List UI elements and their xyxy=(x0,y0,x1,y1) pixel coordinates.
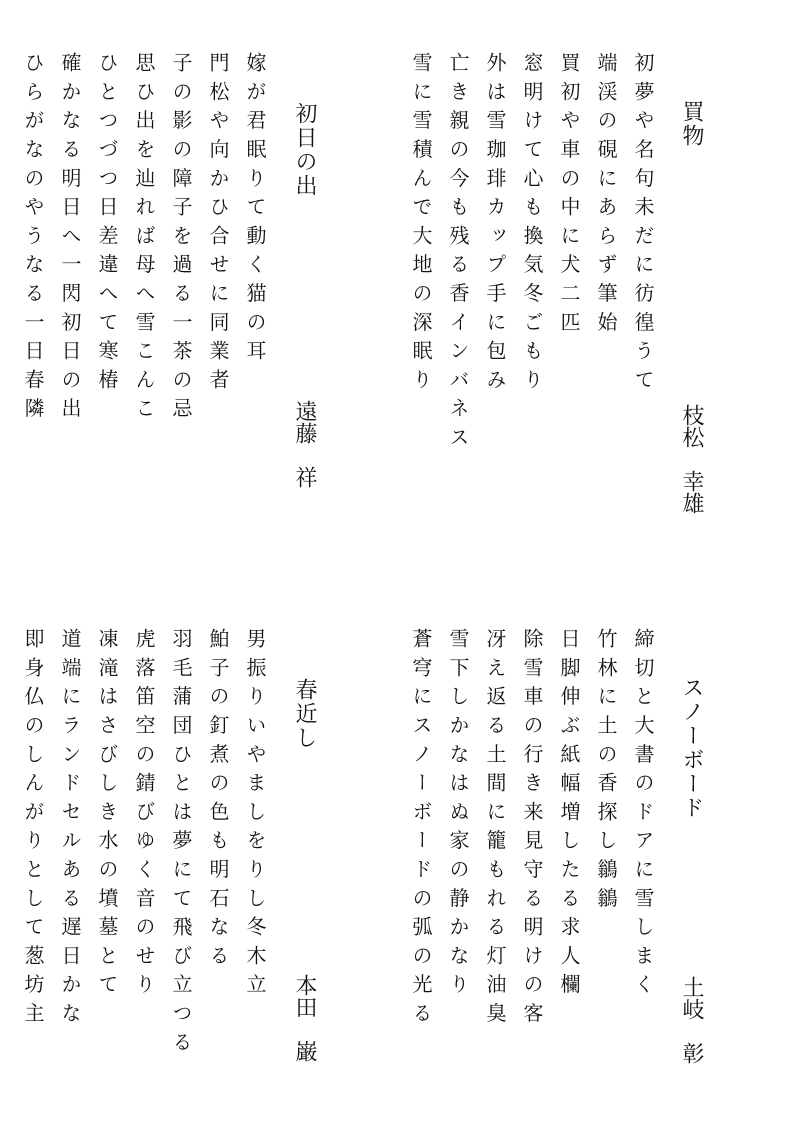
poem-title: スノーボード xyxy=(679,676,704,820)
verse-line: 初夢や名句未だに彷徨うて xyxy=(631,52,655,398)
poem-title: 春近し xyxy=(292,678,317,750)
verse-line: 冴え返る土間に籠もれる灯油臭 xyxy=(483,628,507,1032)
verse-line: 確かなる明日へ一閃初日の出 xyxy=(58,52,82,427)
poem-title: 買物 xyxy=(679,100,704,148)
verse-line: ひとつづつ日差違へて寒椿 xyxy=(95,52,119,398)
poem-author: 土岐 彰 xyxy=(679,976,704,1064)
verse-line: 道端にランドセルある遅日かな xyxy=(58,628,82,1032)
verse-line: 端渓の硯にあらず筆始 xyxy=(594,52,618,340)
verse-line: 凍滝はさびしき水の墳墓とて xyxy=(95,628,119,1003)
verse-line: 虎落笛空の錆びゆく音のせり xyxy=(132,628,156,1003)
verse-line: 蒼穹にスノーボードの弧の光る xyxy=(409,628,433,1032)
verse-line: 嫁が君眠りて動く猫の耳 xyxy=(243,52,267,369)
verse-line: 門松や向かひ合せに同業者 xyxy=(206,52,230,398)
verse-line: 鮊子の釘煮の色も明石なる xyxy=(206,628,230,974)
verse-line: 締切と大書のドアに雪しまく xyxy=(631,628,655,1003)
verse-line: 男振りいやましをりし冬木立 xyxy=(243,628,267,1003)
poem-title: 初日の出 xyxy=(292,102,317,198)
verse-line: ひらがなのやうなる一日春隣 xyxy=(21,52,45,427)
verse-line: 雪に雪積んで大地の深眠り xyxy=(409,52,433,398)
verse-line: 子の影の障子を過る一茶の忌 xyxy=(169,52,193,427)
verse-line: 窓明けて心も換気冬ごもり xyxy=(520,52,544,398)
verse-line: 買初や車の中に犬二匹 xyxy=(557,52,581,340)
poem-author: 枝松 幸雄 xyxy=(679,404,704,514)
verse-line: 竹林に土の香探し鶲鶲 xyxy=(594,628,618,916)
poem-author: 本田 巌 xyxy=(292,974,317,1062)
verse-line: 羽毛蒲団ひとは夢にて飛び立つる xyxy=(169,628,193,1060)
verse-line: 亡き親の今も残る香インバネス xyxy=(446,52,470,456)
verse-line: 思ひ出を辿れば母へ雪こんこ xyxy=(132,52,156,427)
poem-author: 遠藤 祥 xyxy=(292,400,317,488)
verse-line: 外は雪珈琲カップ手に包み xyxy=(483,52,507,398)
verse-line: 即身仏のしんがりとして葱坊主 xyxy=(21,628,45,1032)
verse-line: 日脚伸ぶ紙幅増したる求人欄 xyxy=(557,628,581,1003)
verse-line: 除雪車の行き来見守る明けの客 xyxy=(520,628,544,1032)
verse-line: 雪下しかなはぬ家の静かなり xyxy=(446,628,470,1003)
